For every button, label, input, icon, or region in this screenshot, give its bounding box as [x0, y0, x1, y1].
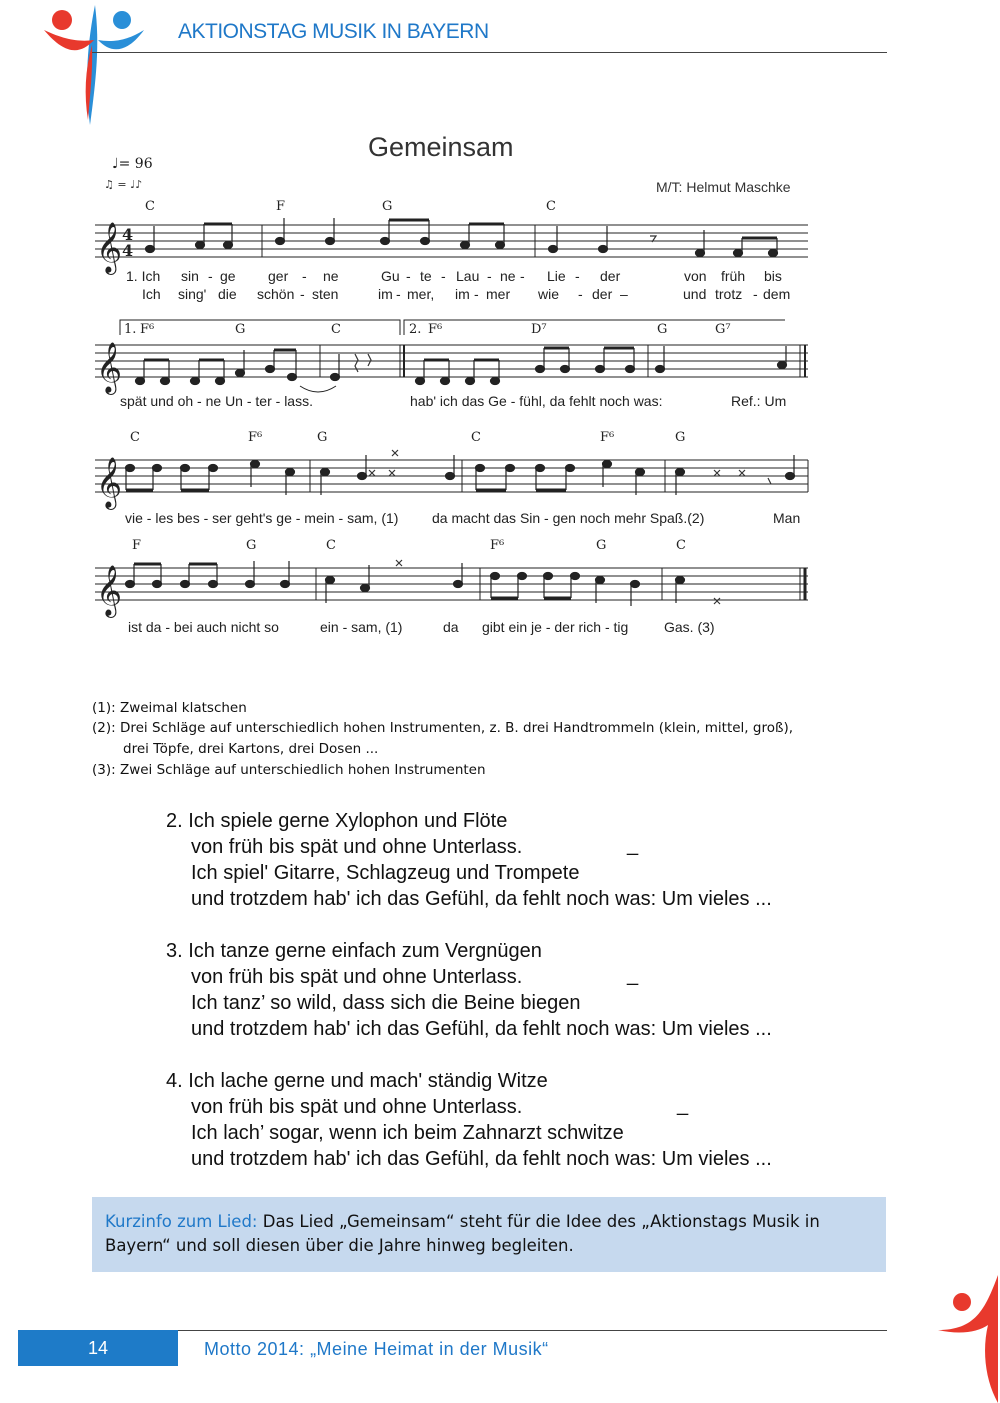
lyric-syllable: sten [312, 286, 339, 302]
lyric-line: Gas. (3) [664, 619, 715, 635]
chord: C [546, 199, 556, 214]
lyric-syllable: wie [538, 286, 560, 302]
lyric-syllable: im [378, 286, 393, 302]
lyric-syllable: - [487, 268, 492, 284]
chord: G⁷ [715, 322, 731, 337]
staff-2 [95, 320, 808, 377]
verse-2 [166, 808, 772, 912]
chord: F⁶ [428, 322, 443, 337]
lyric-syllable: und [683, 286, 707, 302]
lyric-syllable: - [208, 268, 213, 284]
lyric-syllable: te [420, 268, 432, 284]
verse-line: 3. Ich tanze gerne einfach zum Vergnügen [166, 940, 542, 962]
chord: F⁶ [248, 430, 263, 445]
lyric-syllable: der [592, 286, 613, 302]
lyric-syllable: - [575, 268, 580, 284]
lyric-line: gibt ein je - der rich - tig [482, 619, 629, 635]
lyric-line: ein - sam, (1) [320, 619, 403, 635]
lyric-syllable: - [578, 286, 583, 302]
swing-marking: ♫ = ♩♪ [104, 178, 143, 191]
lyric-syllable: von [684, 268, 707, 284]
chord: F [276, 199, 286, 214]
lyric-syllable: sin [181, 268, 199, 284]
lyric-syllable: mer [486, 286, 511, 302]
chord: G [675, 430, 686, 445]
lyric-line: da [443, 619, 459, 635]
lyric-syllable: Gu [381, 268, 400, 284]
lyric-syllable: Lie [547, 268, 566, 284]
lyric-syllable: schön [257, 286, 295, 302]
lyric-syllable: - [441, 268, 446, 284]
verse-line: und trotzdem hab' ich das Gefühl, da fehlt noch was: Um vieles ... [191, 888, 772, 910]
verse-line: von früh bis spät und ohne Unterlass. [191, 966, 523, 988]
lyric-syllable: die [218, 286, 237, 302]
verse-3 [166, 938, 772, 1042]
lyric-syllable: dem [763, 286, 791, 302]
header-title: AKTIONSTAG MUSIK IN BAYERN [178, 20, 489, 43]
chord: C [130, 430, 140, 445]
chord: C [676, 538, 686, 553]
verse-line: 4. Ich lache gerne und mach' ständig Witze [166, 1070, 548, 1092]
chord: G [317, 430, 328, 445]
song-author: M/T: Helmut Maschke [656, 179, 791, 195]
chord: F [132, 538, 142, 553]
tempo-value: = 96 [118, 156, 153, 172]
lyric-syllable: - [474, 286, 479, 302]
lyric-syllable: - [753, 286, 758, 302]
lyric-syllable: - [300, 286, 305, 302]
footnote: (1): Zweimal klatschen [92, 700, 247, 716]
chord: F⁶ [600, 430, 615, 445]
verse-line: Ich tanz’ so wild, dass sich die Beine biegen [191, 992, 581, 1014]
staff-4 [95, 568, 808, 600]
lyric-syllable: mer, [407, 286, 435, 302]
chord: G [596, 538, 607, 553]
info-body: Das Lied „Gemeinsam“ steht für die Idee des „Aktionstags Musik in Bayern“ und soll diesen über die Jahre hinweg begleiten. [105, 1212, 820, 1255]
lyric-line: hab' ich das Ge - fühl, da fehlt noch was: [410, 393, 663, 409]
lyric-syllable: - [396, 286, 401, 302]
chord: C [326, 538, 336, 553]
chord: G [382, 199, 393, 214]
song-title: Gemeinsam [368, 132, 514, 162]
lyric-syllable: früh [721, 268, 746, 284]
lyric-syllable: ne [323, 268, 339, 284]
lyric-line: vie - les bes - ser geht's ge - mein - sam, (1) [125, 510, 399, 526]
footnote: (3): Zwei Schläge auf unterschiedlich hohen Instrumenten [92, 762, 486, 778]
treble-clef-1: 𝄞 [96, 222, 123, 273]
treble-clef-3: 𝄞 [96, 457, 123, 508]
lyric-line: spät und oh - ne Un - ter - lass. [120, 393, 313, 409]
lyric-syllable: - [302, 268, 307, 284]
chord: C [331, 322, 341, 337]
chord: F⁶ [140, 322, 155, 337]
chord: G [246, 538, 257, 553]
lyric-syllable: Ich [142, 286, 161, 302]
verse-4 [166, 1068, 772, 1172]
verse-line: und trotzdem hab' ich das Gefühl, da fehlt noch was: Um vieles ... [191, 1018, 772, 1040]
chord: G [657, 322, 668, 337]
verse-line: von früh bis spät und ohne Unterlass. [191, 1096, 523, 1118]
lyric-syllable: bis [764, 268, 782, 284]
lyric-syllable: ge [220, 268, 236, 284]
info-text [105, 1210, 875, 1258]
logo-corner-icon [930, 1270, 1000, 1403]
lyric-line: ist da - bei auch nicht so [128, 619, 279, 635]
lyric-line: Man [773, 510, 801, 526]
chord: C [145, 199, 155, 214]
lyric-line: da macht das Sin - gen noch mehr Spaß.(2) [432, 510, 705, 526]
footnote: (2): Drei Schläge auf unterschiedlich hohen Instrumenten, z. B. drei Handtrommeln (klein, mittel, groß), [92, 720, 794, 736]
chord: D⁷ [531, 322, 547, 337]
lyric-syllable: – [620, 286, 628, 302]
verse-line: Ich spiel' Gitarre, Schlagzeug und Trompete [191, 862, 580, 884]
info-label: Kurzinfo zum Lied: [105, 1212, 258, 1231]
time-signature-bottom: 4 [122, 241, 134, 260]
dash-mark: _ [627, 964, 639, 986]
footer-divider [92, 1330, 887, 1331]
lyric-syllable: trotz [715, 286, 743, 302]
chord: C [471, 430, 481, 445]
lyric-syllable: ger [268, 268, 289, 284]
lyric-syllable: sing' [178, 286, 207, 302]
lyric-syllable: - [520, 268, 525, 284]
chord: F⁶ [490, 538, 505, 553]
page-number: 14 [18, 1330, 178, 1366]
verse-line: von früh bis spät und ohne Unterlass. [191, 836, 523, 858]
lyric-syllable: Lau [456, 268, 480, 284]
treble-clef-2: 𝄞 [96, 342, 123, 393]
lyric-syllable: - [406, 268, 411, 284]
lyric-line: Ref.: Um [731, 393, 787, 409]
verse-line: 2. Ich spiele gerne Xylophon und Flöte [166, 810, 508, 832]
lyric-syllable: ne [500, 268, 516, 284]
footer-motto: Motto 2014: „Meine Heimat in der Musik“ [204, 1339, 549, 1359]
verse-line: und trotzdem hab' ich das Gefühl, da fehlt noch was: Um vieles ... [191, 1148, 772, 1170]
time-signature-top: 4 [122, 225, 134, 244]
lyric-syllable: der [600, 268, 621, 284]
lyric-syllable: im [455, 286, 470, 302]
footnote: drei Töpfe, drei Kartons, drei Dosen ... [123, 741, 379, 757]
chord: G [235, 322, 246, 337]
verse-line: Ich lach’ sogar, wenn ich beim Zahnarzt schwitze [191, 1122, 624, 1144]
volta-1-label: 1. [124, 322, 137, 337]
tempo-marking: ♩= 96 [112, 156, 153, 172]
lyric-syllable: 1. Ich [126, 268, 161, 284]
volta-2-label: 2. [409, 322, 422, 337]
dash-mark: _ [677, 1094, 689, 1116]
treble-clef-4: 𝄞 [96, 565, 123, 616]
dash-mark: _ [627, 834, 639, 856]
